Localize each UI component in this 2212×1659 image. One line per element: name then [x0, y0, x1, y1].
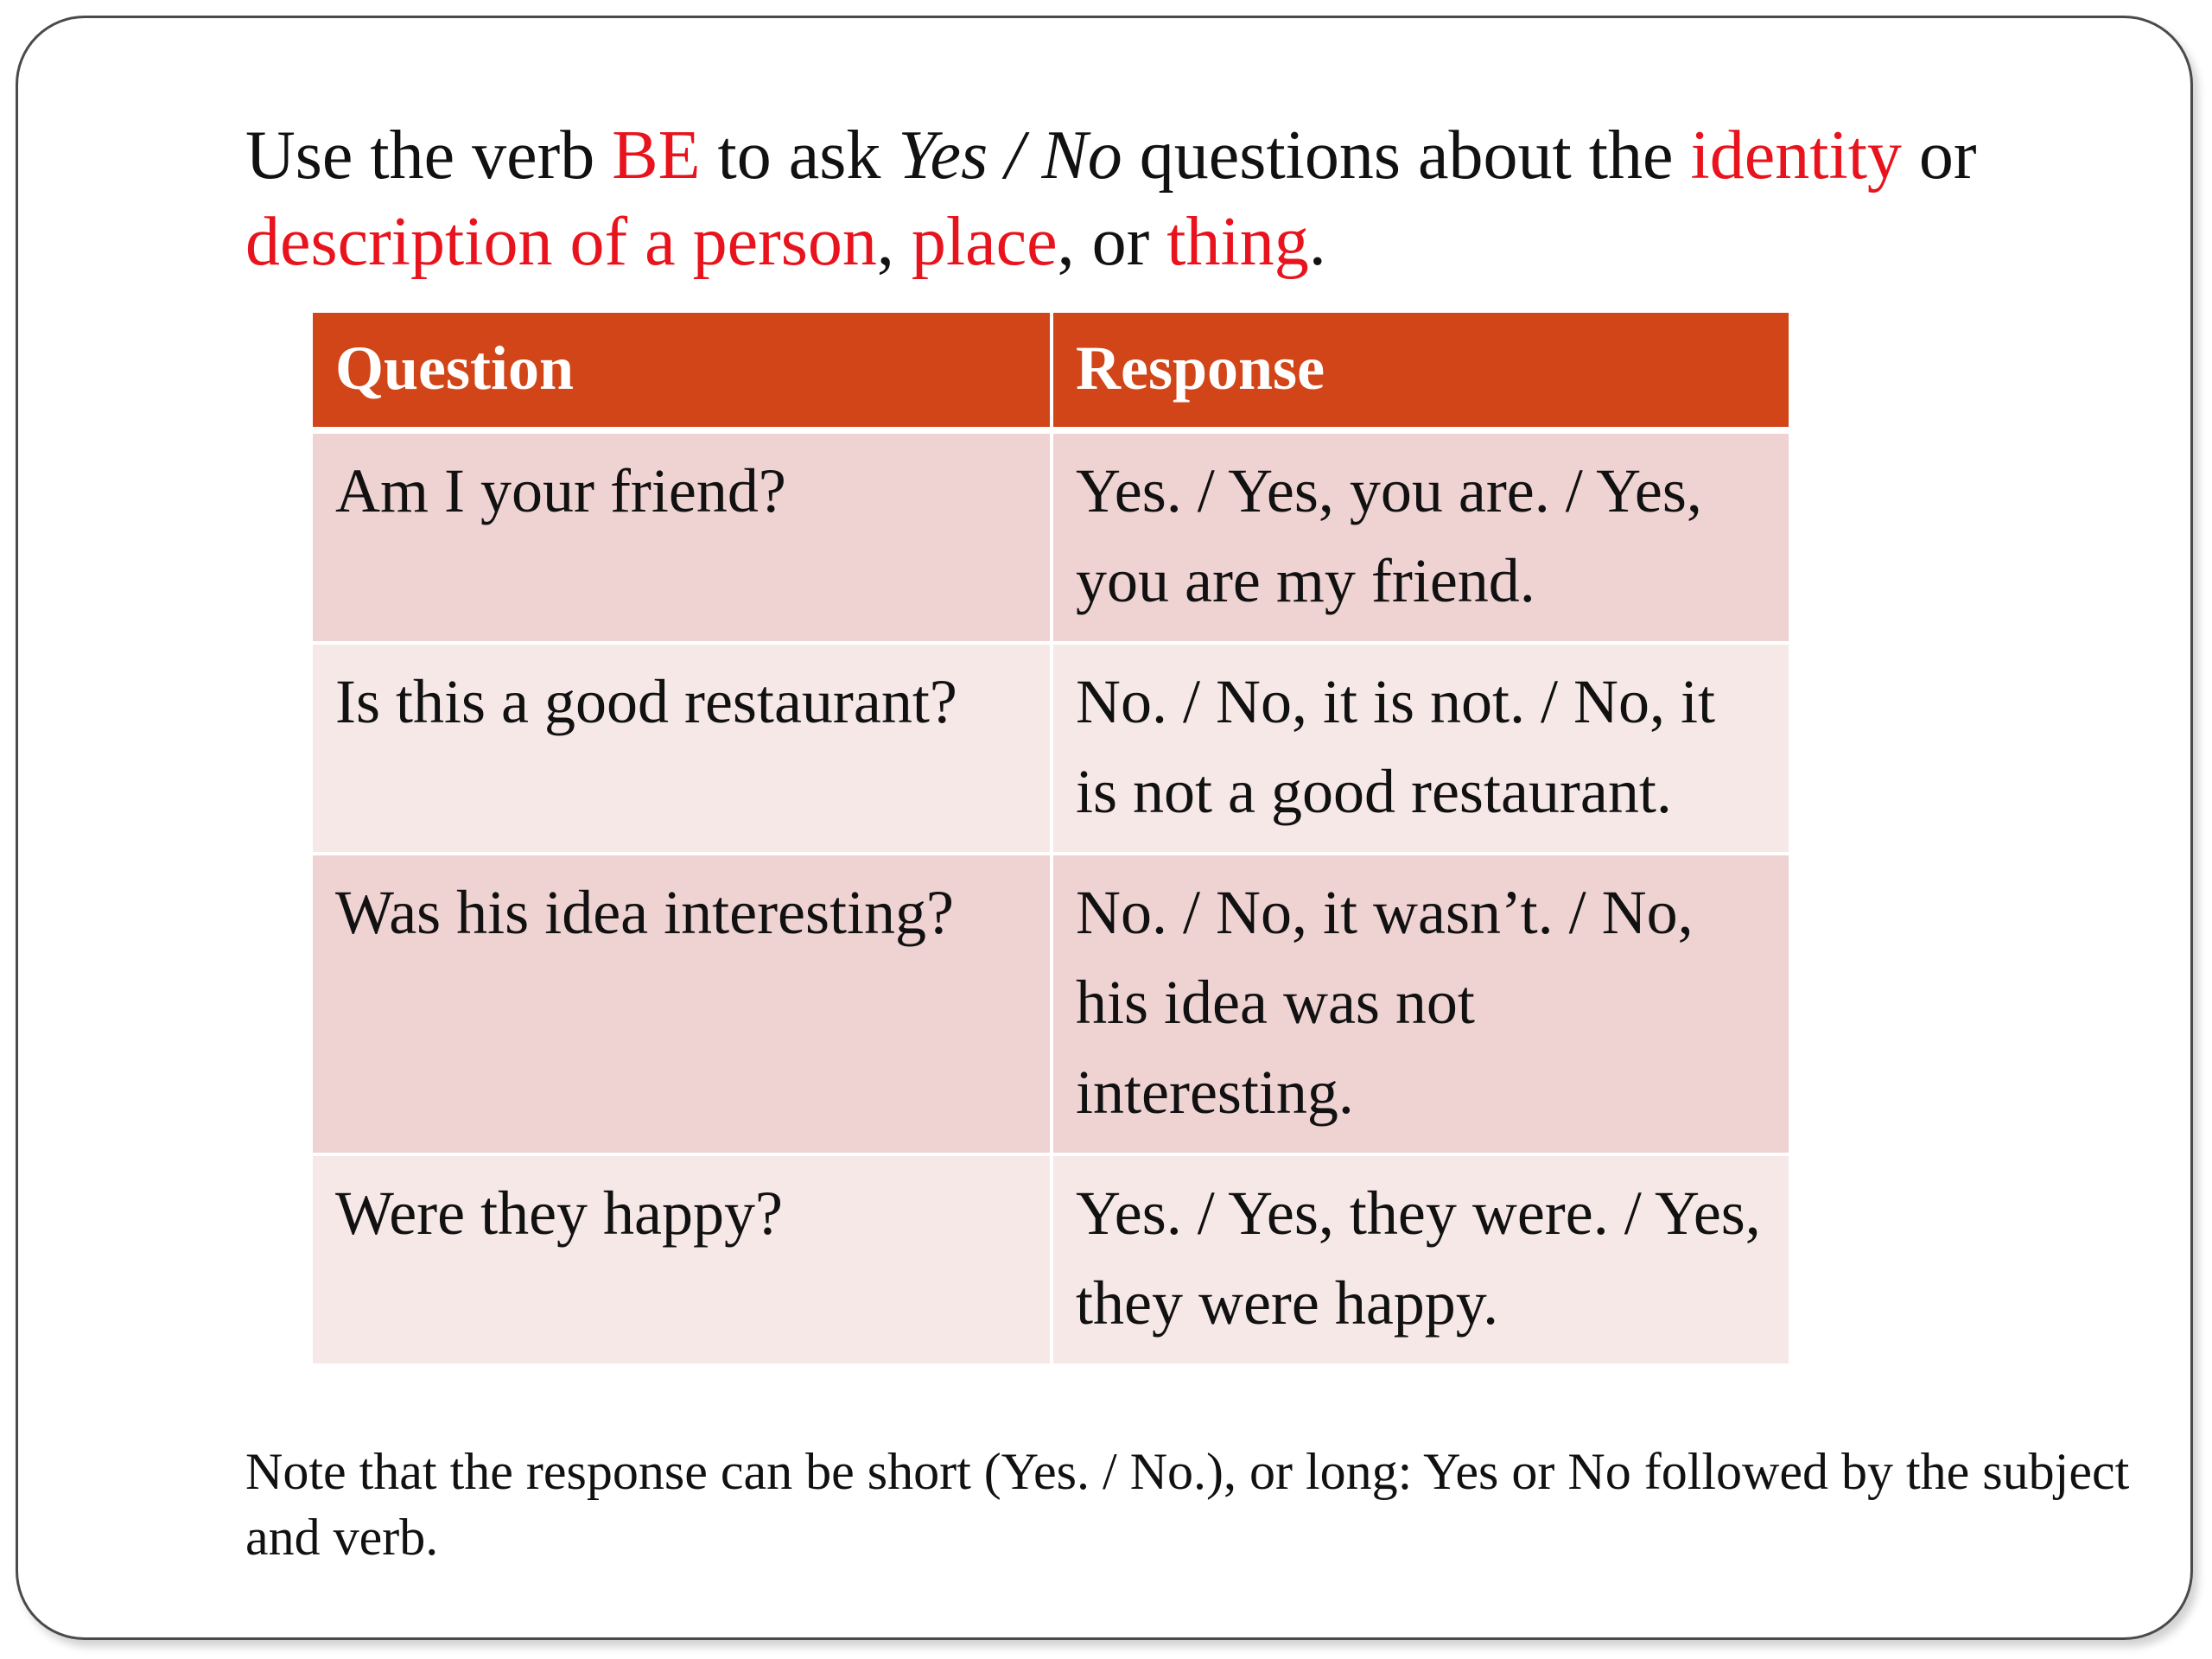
intro-part: or: [1901, 118, 1977, 194]
response-cell: Yes. / Yes, you are. / Yes, you are my friend.: [1052, 430, 1789, 643]
question-cell: Am I your friend?: [313, 430, 1052, 643]
intro-part: , or: [1057, 204, 1167, 280]
highlight-thing: thing: [1166, 204, 1309, 280]
italic-no: No: [1041, 118, 1122, 194]
question-cell: Is this a good restaurant?: [313, 643, 1052, 854]
grammar-table: [313, 313, 1789, 1367]
intro-part: ,: [876, 204, 912, 280]
response-cell: No. / No, it wasn’t. / No, his idea was not interesting.: [1052, 854, 1789, 1154]
question-cell: Was his idea interesting?: [313, 854, 1052, 1154]
table-row: [313, 854, 1789, 1154]
intro-part: to ask: [700, 118, 899, 194]
table-row: [313, 1154, 1789, 1365]
intro-part: questions about the: [1122, 118, 1691, 194]
highlight-identity: identity: [1690, 118, 1902, 194]
table-row: [313, 430, 1789, 643]
intro-part: Use the verb: [245, 118, 613, 194]
question-cell: Were they happy?: [313, 1154, 1052, 1365]
highlight-description: description of a person: [245, 204, 877, 280]
intro-text: [245, 112, 2103, 285]
header-question: Question: [313, 313, 1052, 430]
response-cell: Yes. / Yes, they were. / Yes, they were happy.: [1052, 1154, 1789, 1365]
highlight-be: BE: [612, 118, 701, 194]
table-header-row: [313, 313, 1789, 430]
table-row: [313, 643, 1789, 854]
header-response: Response: [1052, 313, 1789, 430]
intro-part: .: [1308, 204, 1326, 280]
italic-yes: Yes: [898, 118, 988, 194]
italic-slash: /: [988, 118, 1042, 194]
highlight-place: place: [911, 204, 1058, 280]
footnote: Note that the response can be short (Yes. / No.), or long: Yes or No followed by the subject and verb.: [245, 1443, 2130, 1566]
response-cell: No. / No, it is not. / No, it is not a good restaurant.: [1052, 643, 1789, 854]
